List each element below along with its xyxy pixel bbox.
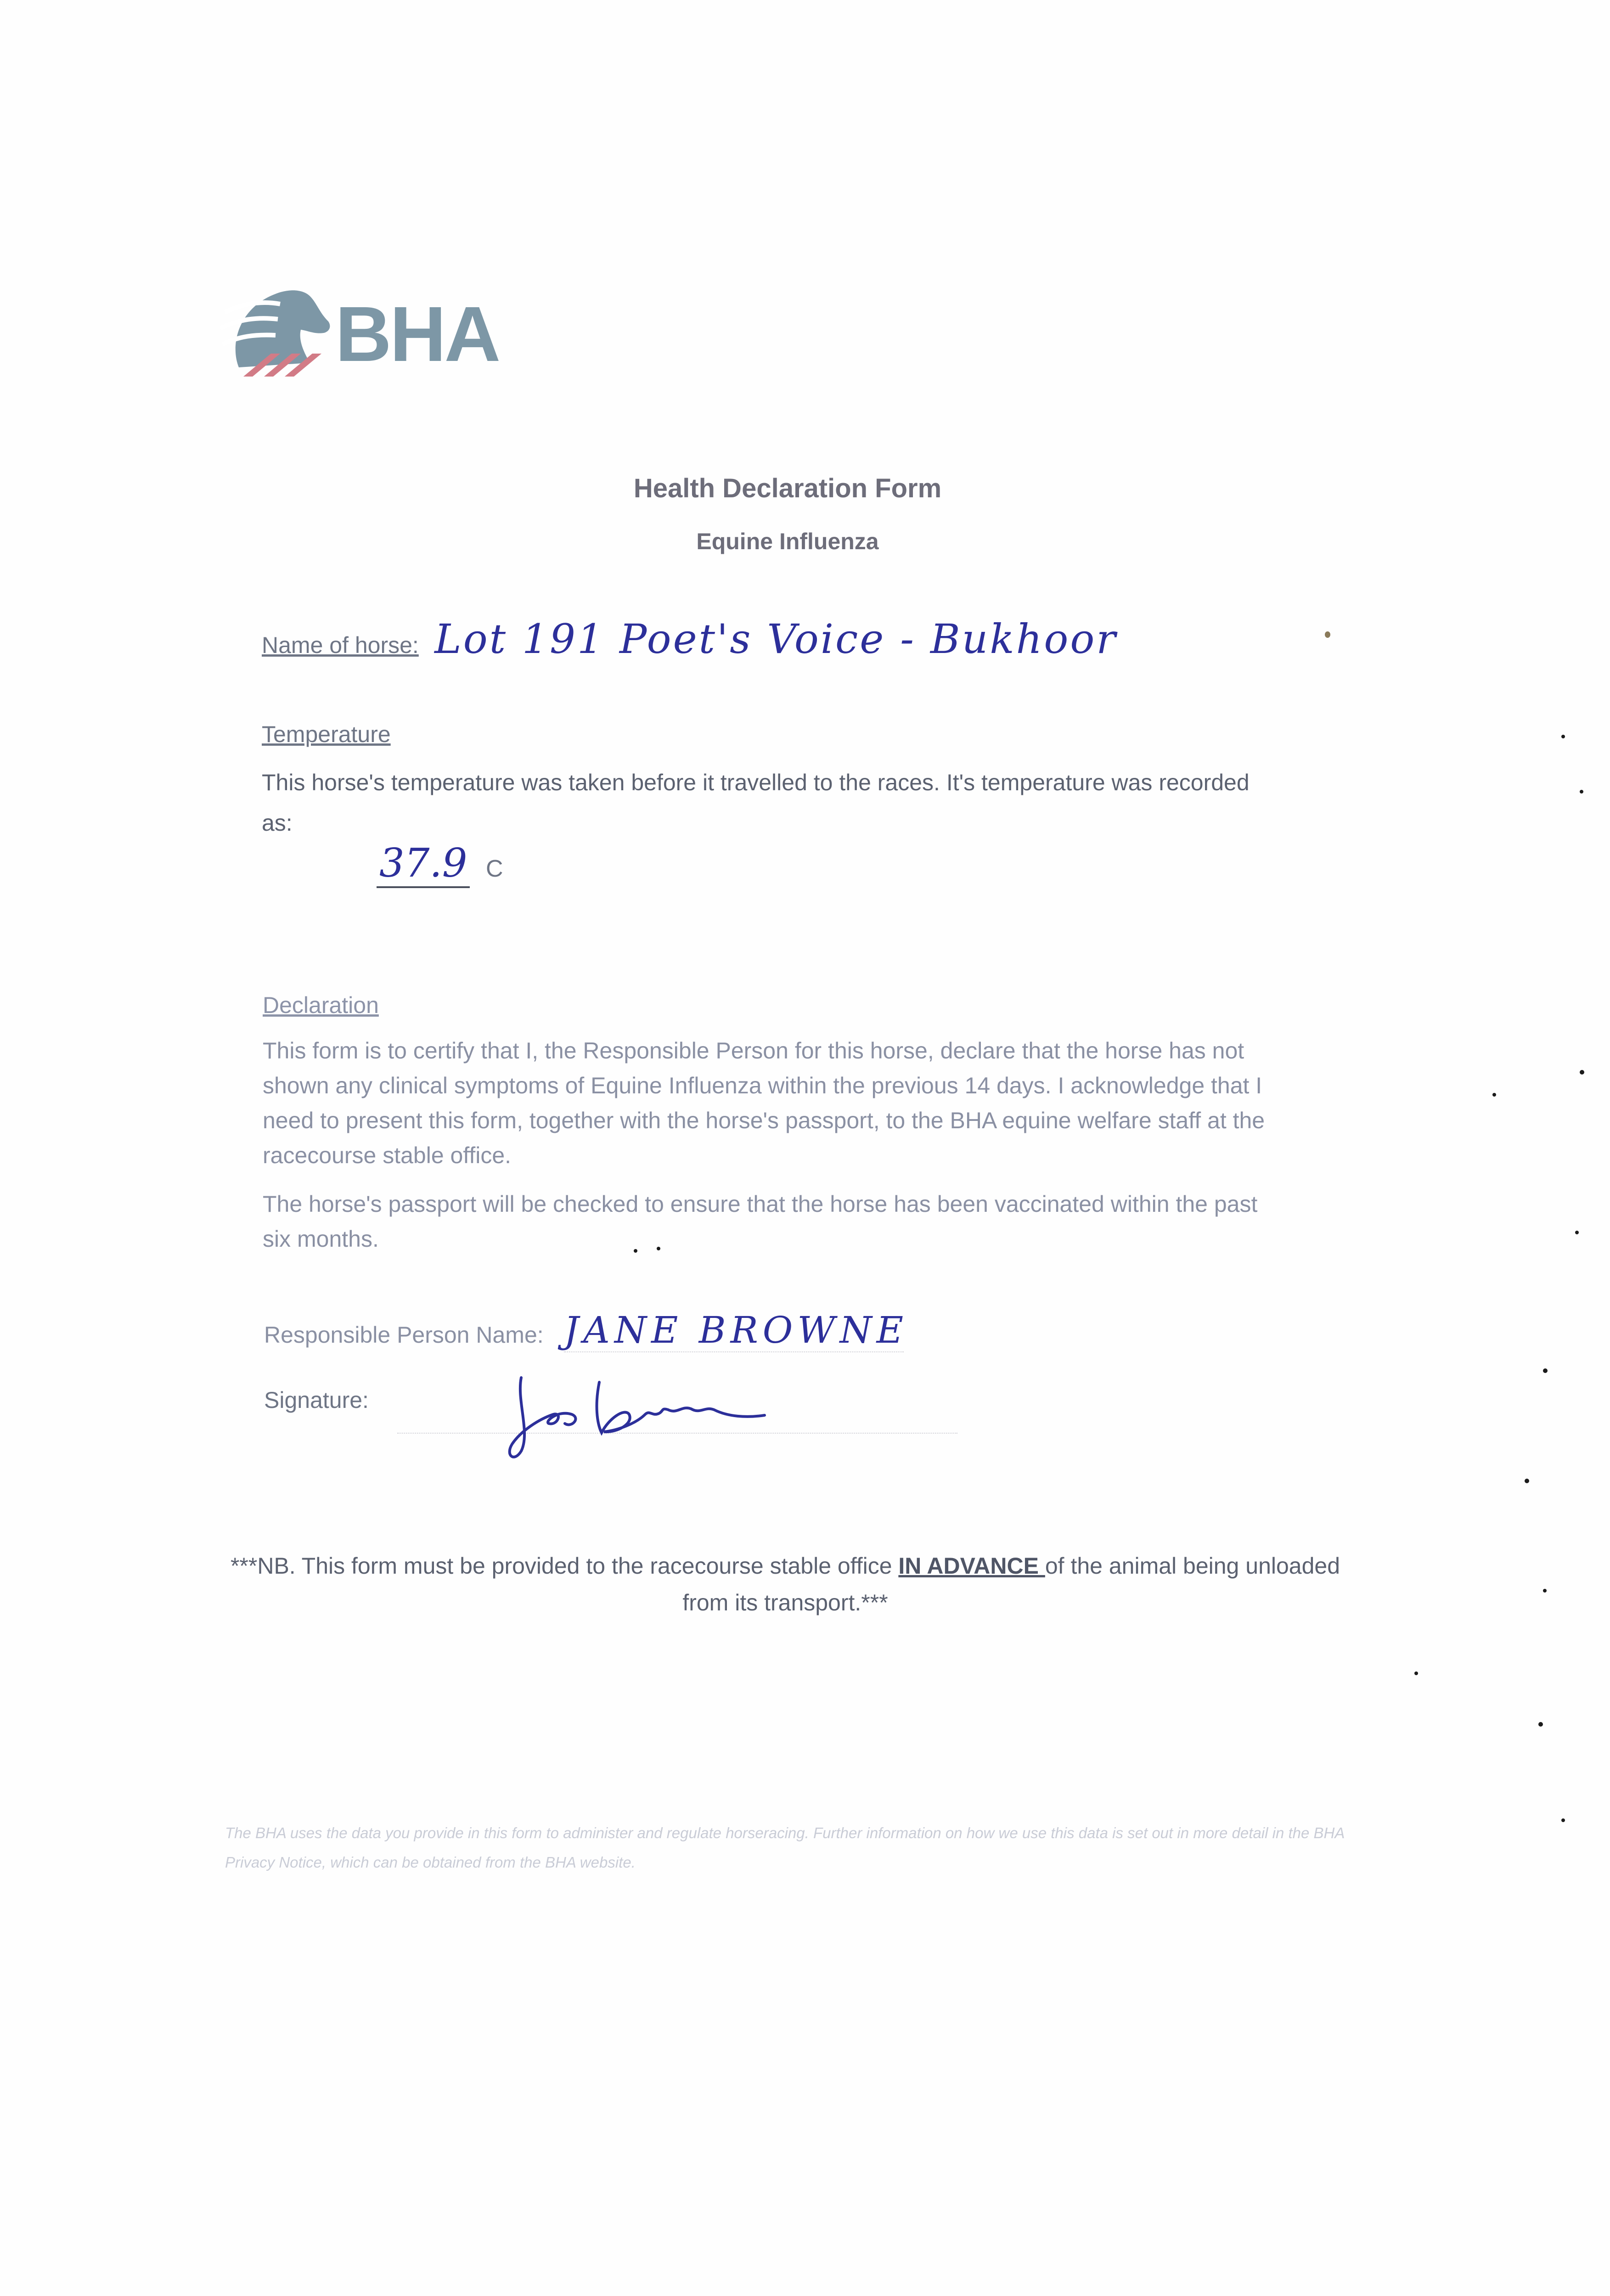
temperature-reading — [377, 840, 503, 886]
horse-name-label: Name of horse: — [262, 632, 419, 658]
signature-mark[interactable] — [503, 1364, 833, 1469]
declaration-text — [263, 1033, 1273, 1270]
scan-speck — [1492, 1093, 1496, 1097]
page-subtitle: Equine Influenza — [696, 529, 879, 554]
responsible-person-row — [264, 1309, 908, 1352]
horse-name-field[interactable]: Lot 191 Poet's Voice - Bukhoor — [434, 615, 1118, 663]
scan-speck — [1325, 631, 1330, 638]
horse-name-row — [262, 615, 1117, 663]
declaration-heading: Declaration — [263, 992, 379, 1018]
scan-speck — [1543, 1368, 1548, 1373]
horse-head-icon — [211, 276, 335, 386]
scan-speck — [1414, 1671, 1418, 1675]
signature-row — [264, 1387, 369, 1413]
declaration-paragraph-2: The horse's passport will be checked to ensure that the horse has been vaccinated within the past six months. — [263, 1191, 1258, 1252]
scan-speck — [1561, 1818, 1565, 1822]
privacy-footer: The BHA uses the data you provide in this form to administer and regulate horseracing. Further information on how we use this data is set out in more detail in the BHA Privacy Notice, which can be obtained from the BHA website. — [225, 1824, 1345, 1871]
scan-speck — [634, 1249, 637, 1253]
scan-speck — [1580, 1070, 1584, 1075]
scan-speck — [1580, 790, 1583, 793]
scan-speck — [1575, 1231, 1579, 1234]
responsible-person-label: Responsible Person Name: — [264, 1322, 544, 1348]
page-title: Health Declaration Form — [633, 473, 942, 503]
bha-logo — [211, 276, 505, 390]
temperature-field[interactable]: 37.9 — [377, 840, 470, 888]
signature-label: Signature: — [264, 1387, 369, 1413]
scan-speck — [657, 1247, 660, 1250]
declaration-paragraph-1: This form is to certify that I, the Responsible Person for this horse, declare that the horse has not shown any clinical symptoms of Equine Influenza within the previous 14 days. I acknowledge that I need to present this form, together with the horse's passport, to the BHA equine welfare staff at the racecourse stable office. — [263, 1038, 1265, 1168]
notice-emphasis: IN ADVANCE — [898, 1553, 1045, 1579]
scan-speck — [1543, 1589, 1547, 1593]
advance-notice — [230, 1548, 1341, 1621]
responsible-person-field[interactable]: JANE BROWNE — [564, 1309, 908, 1351]
scan-speck — [1561, 735, 1565, 738]
temperature-unit: C — [485, 855, 503, 882]
logo-text: BHA — [335, 291, 499, 378]
scan-speck — [1525, 1479, 1529, 1483]
temperature-heading: Temperature — [262, 721, 391, 747]
notice-suffix: of the animal being unloaded from its transport.*** — [682, 1553, 1340, 1615]
temperature-text: This horse's temperature was taken before it travelled to the races. It's temperature was recorded as: — [262, 770, 1250, 836]
notice-prefix: ***NB. This form must be provided to the racecourse stable office — [230, 1553, 899, 1579]
scan-speck — [1538, 1722, 1543, 1727]
